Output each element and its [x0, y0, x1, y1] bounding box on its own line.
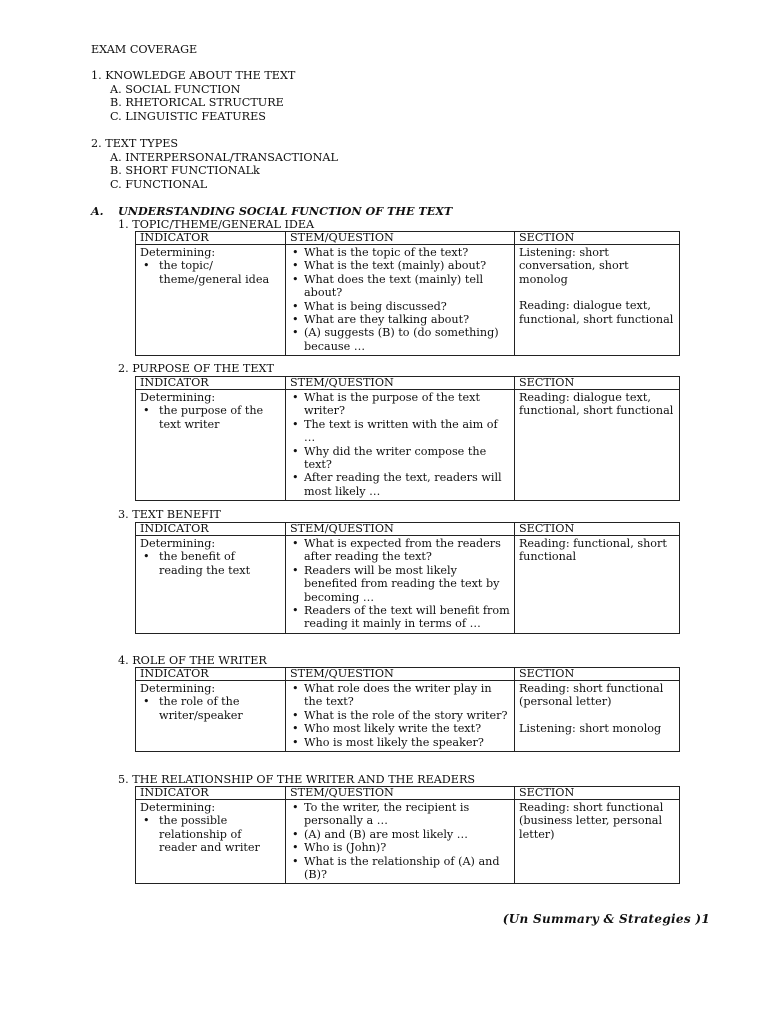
coverage-list-text-types	[91, 137, 338, 192]
stem-item: • Who is (John)?	[290, 841, 510, 854]
table-header-row	[136, 232, 680, 245]
stem-item: • (A) suggests (B) to (do something) because …	[290, 326, 510, 353]
section-title-text: UNDERSTANDING SOCIAL FUNCTION OF THE TEXT	[118, 204, 453, 218]
indicator-cell	[136, 245, 286, 356]
section-text: Reading: dialogue text, functional, short functional	[519, 391, 674, 418]
section-text: Reading: short functional (business letter, personal letter)	[519, 801, 664, 841]
stem-cell	[286, 536, 515, 634]
table-row	[136, 390, 680, 501]
section-text: Reading: functional, short functional	[519, 537, 667, 564]
section-text: Reading: dialogue text, functional, short functional	[519, 299, 674, 326]
header-indicator: INDICATOR	[136, 523, 286, 536]
table-row	[136, 800, 680, 884]
coverage-item: A. INTERPERSONAL/TRANSACTIONAL	[110, 150, 338, 164]
stem-item: • Readers will be most likely benefited from reading the text by becoming …	[290, 564, 510, 604]
section-cell	[515, 681, 680, 752]
header-indicator: INDICATOR	[136, 377, 286, 390]
indicator-cell	[136, 390, 286, 501]
indicator-table-1	[135, 231, 680, 356]
determining-label: Determining:	[140, 682, 216, 695]
determining-label: Determining:	[140, 801, 216, 814]
topic-5-title: 5. THE RELATIONSHIP OF THE WRITER AND THE READERS	[118, 773, 476, 786]
determining-label: Determining:	[140, 537, 216, 550]
table-row	[136, 245, 680, 356]
stem-item: • What is the role of the story writer?	[290, 709, 510, 722]
header-stem: STEM/QUESTION	[286, 377, 515, 390]
section-text: Listening: short monolog	[519, 721, 662, 735]
header-indicator: INDICATOR	[136, 668, 286, 681]
stem-item: • Who is most likely the speaker?	[290, 736, 510, 749]
stem-item: • What is expected from the readers after reading the text?	[290, 537, 510, 564]
table-header-row	[136, 668, 680, 681]
stem-item: • Why did the writer compose the text?	[290, 445, 510, 472]
indicator-table-2	[135, 376, 680, 501]
header-indicator: INDICATOR	[136, 232, 286, 245]
coverage-item: C. LINGUISTIC FEATURES	[110, 110, 266, 124]
section-cell	[515, 800, 680, 884]
topic-2-title: 2. PURPOSE OF THE TEXT	[118, 362, 274, 375]
header-stem: STEM/QUESTION	[286, 232, 515, 245]
topic-1-title: 1. TOPIC/THEME/GENERAL IDEA	[118, 218, 315, 231]
table-header-row	[136, 377, 680, 390]
coverage-title: 1. KNOWLEDGE ABOUT THE TEXT	[91, 69, 296, 82]
stem-item: • What is the purpose of the text writer?	[290, 391, 510, 418]
stem-item: • What role does the writer play in the text?	[290, 682, 510, 709]
header-stem: STEM/QUESTION	[286, 668, 515, 681]
determining-label: Determining:	[140, 246, 216, 259]
determining-label: Determining:	[140, 391, 216, 404]
stem-cell	[286, 681, 515, 752]
indicator-table-4	[135, 667, 680, 752]
indicator-table-5	[135, 786, 680, 884]
header-section: SECTION	[515, 668, 680, 681]
header-section: SECTION	[515, 232, 680, 245]
header-stem: STEM/QUESTION	[286, 787, 515, 800]
section-text: Listening: short conversation, short monolog	[519, 246, 629, 286]
coverage-item: A. SOCIAL FUNCTION	[110, 82, 241, 96]
stem-cell	[286, 245, 515, 356]
indicator-cell	[136, 800, 286, 884]
stem-item: • What are they talking about?	[290, 313, 510, 326]
stem-cell	[286, 390, 515, 501]
indicator-item: • the purpose of the text writer	[140, 404, 281, 431]
table-header-row	[136, 523, 680, 536]
stem-item: • What is the topic of the text?	[290, 246, 510, 259]
section-letter: A.	[91, 204, 104, 218]
coverage-item: B. SHORT FUNCTIONALk	[110, 164, 260, 178]
section-cell	[515, 536, 680, 634]
topic-4-title: 4. ROLE OF THE WRITER	[118, 654, 267, 667]
section-cell	[515, 390, 680, 501]
section-text: Reading: short functional (personal letter)	[519, 682, 664, 709]
indicator-item: • the role of the writer/speaker	[140, 695, 281, 722]
section-a-title	[91, 205, 452, 218]
indicator-item: • the benefit of reading the text	[140, 550, 281, 577]
header-stem: STEM/QUESTION	[286, 523, 515, 536]
table-row	[136, 536, 680, 634]
table-row	[136, 681, 680, 752]
stem-cell	[286, 800, 515, 884]
stem-item: • What is being discussed?	[290, 300, 510, 313]
header-section: SECTION	[515, 377, 680, 390]
stem-item: • What does the text (mainly) tell about?	[290, 273, 510, 300]
table-header-row	[136, 787, 680, 800]
indicator-table-3	[135, 522, 680, 634]
section-cell	[515, 245, 680, 356]
coverage-list-knowledge	[91, 69, 295, 124]
indicator-cell	[136, 681, 286, 752]
header-indicator: INDICATOR	[136, 787, 286, 800]
stem-item: • The text is written with the aim of …	[290, 418, 510, 445]
header-section: SECTION	[515, 523, 680, 536]
indicator-item: • the possible relationship of reader and writer	[140, 814, 281, 854]
coverage-item: B. RHETORICAL STRUCTURE	[110, 96, 284, 110]
topic-3-title: 3. TEXT BENEFIT	[118, 508, 221, 521]
stem-item: • What is the relationship of (A) and (B)?	[290, 855, 510, 882]
stem-item: • (A) and (B) are most likely …	[290, 828, 510, 841]
stem-item: • Who most likely write the text?	[290, 722, 510, 735]
page-heading: EXAM COVERAGE	[91, 43, 198, 56]
indicator-cell	[136, 536, 286, 634]
indicator-item: • the topic/ theme/general idea	[140, 259, 281, 286]
header-section: SECTION	[515, 787, 680, 800]
stem-item: • To the writer, the recipient is personally a …	[290, 801, 510, 828]
coverage-title: 2. TEXT TYPES	[91, 137, 179, 150]
coverage-item: C. FUNCTIONAL	[110, 178, 208, 192]
stem-item: • Readers of the text will benefit from reading it mainly in terms of …	[290, 604, 510, 631]
stem-item: • After reading the text, readers will most likely …	[290, 471, 510, 498]
stem-item: • What is the text (mainly) about?	[290, 259, 510, 272]
page-footer: (Un Summary & Strategies )1	[502, 912, 710, 926]
